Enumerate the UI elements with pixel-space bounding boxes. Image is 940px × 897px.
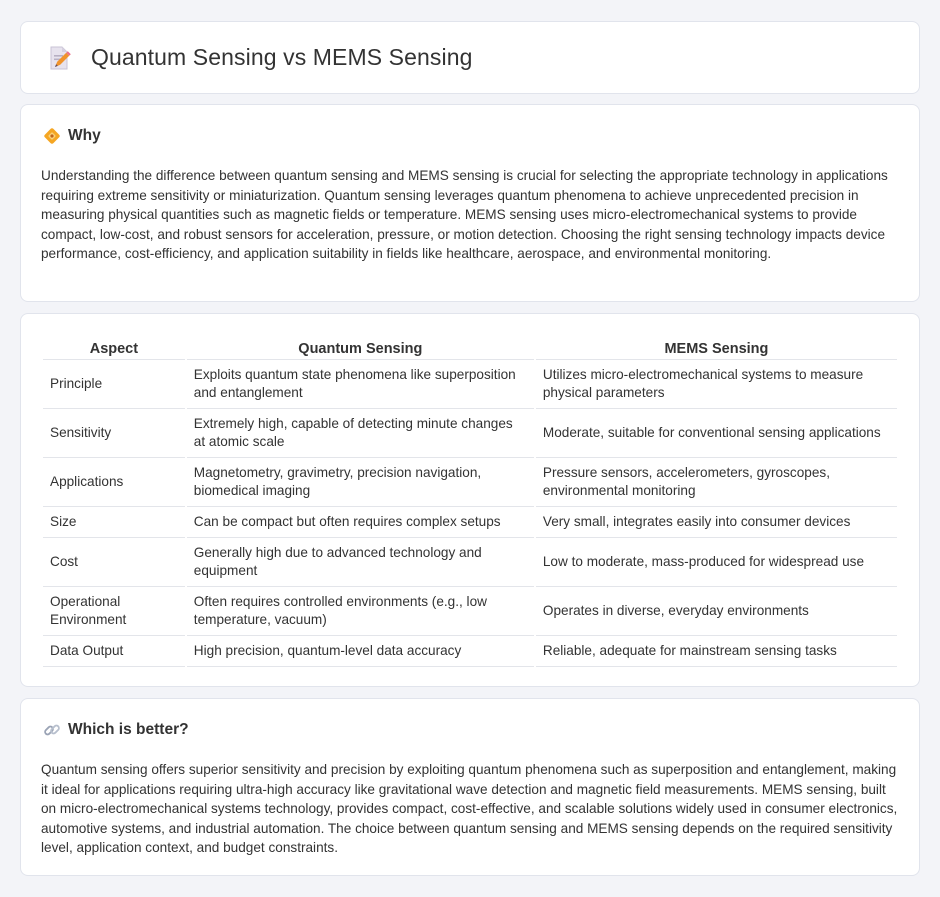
comparison-table bbox=[41, 336, 899, 667]
row-aspect: Operational Environment bbox=[43, 587, 185, 636]
page-title: Quantum Sensing vs MEMS Sensing bbox=[91, 44, 473, 70]
why-body: Understanding the difference between quantum sensing and MEMS sensing is crucial for selecting the appropriate technology in applications requiring extreme sensitivity or miniaturization. Quantum sensing leverages quantum phenomena to achieve unprecedented precision in measuring physical quantities such as magnetic fields or temperature. MEMS sensing uses micro-electromechanical systems to provide compact, low-cost, and robust sensors for acceleration, pressure, or motion detection. Choosing the right sensing technology impacts device performance, cost-efficiency, and application suitability in fields like healthcare, aerospace, and environmental monitoring. bbox=[41, 168, 888, 261]
row-aspect: Data Output bbox=[43, 636, 185, 667]
row-aspect: Size bbox=[43, 507, 185, 538]
row-mems: Low to moderate, mass-produced for widespread use bbox=[536, 538, 897, 587]
row-mems: Pressure sensors, accelerometers, gyroscopes, environmental monitoring bbox=[536, 458, 897, 507]
row-aspect: Principle bbox=[43, 360, 185, 409]
table-header-row bbox=[43, 336, 897, 360]
better-body: Quantum sensing offers superior sensitivity and precision by exploiting quantum phenomena such as superposition and entanglement, making it ideal for applications requiring ultra-high accuracy like gravitational wave detection and magnetic field measurements. MEMS sensing, built on micro-electromechanical systems technology, provides compact, cost-effective, and scalable solutions widely used in consumer electronics, automotive systems, and industrial automation. The choice between quantum sensing and MEMS sensing depends on the required sensitivity level, application context, and budget constraints. bbox=[41, 762, 898, 855]
table-row bbox=[43, 538, 897, 587]
link-icon bbox=[43, 721, 61, 739]
row-mems: Moderate, suitable for conventional sensing applications bbox=[536, 409, 897, 458]
header-aspect: Aspect bbox=[43, 336, 185, 360]
row-quantum: Often requires controlled environments (e.g., low temperature, vacuum) bbox=[187, 587, 534, 636]
table-row bbox=[43, 636, 897, 667]
row-quantum: Magnetometry, gravimetry, precision navigation, biomedical imaging bbox=[187, 458, 534, 507]
row-aspect: Sensitivity bbox=[43, 409, 185, 458]
table-row bbox=[43, 507, 897, 538]
row-aspect: Applications bbox=[43, 458, 185, 507]
comparison-card bbox=[20, 313, 920, 687]
header-quantum: Quantum Sensing bbox=[187, 336, 534, 360]
why-heading bbox=[43, 127, 101, 145]
table-row bbox=[43, 360, 897, 409]
table-row bbox=[43, 409, 897, 458]
row-mems: Utilizes micro-electromechanical systems to measure physical parameters bbox=[536, 360, 897, 409]
better-card bbox=[20, 698, 920, 876]
title-card bbox=[20, 21, 920, 94]
row-quantum: High precision, quantum-level data accuracy bbox=[187, 636, 534, 667]
row-aspect: Cost bbox=[43, 538, 185, 587]
diamond-badge-icon bbox=[43, 127, 61, 145]
row-mems: Reliable, adequate for mainstream sensing tasks bbox=[536, 636, 897, 667]
table-row bbox=[43, 458, 897, 507]
header-mems: MEMS Sensing bbox=[536, 336, 897, 360]
row-quantum: Exploits quantum state phenomena like superposition and entanglement bbox=[187, 360, 534, 409]
why-card bbox=[20, 104, 920, 302]
edit-document-icon bbox=[47, 45, 71, 71]
row-quantum: Can be compact but often requires complex setups bbox=[187, 507, 534, 538]
table-row bbox=[43, 587, 897, 636]
why-title: Why bbox=[68, 127, 101, 144]
row-mems: Very small, integrates easily into consumer devices bbox=[536, 507, 897, 538]
row-quantum: Generally high due to advanced technology and equipment bbox=[187, 538, 534, 587]
title-row bbox=[47, 44, 473, 71]
better-heading bbox=[43, 721, 189, 739]
better-title: Which is better? bbox=[68, 721, 189, 738]
row-quantum: Extremely high, capable of detecting minute changes at atomic scale bbox=[187, 409, 534, 458]
row-mems: Operates in diverse, everyday environments bbox=[536, 587, 897, 636]
